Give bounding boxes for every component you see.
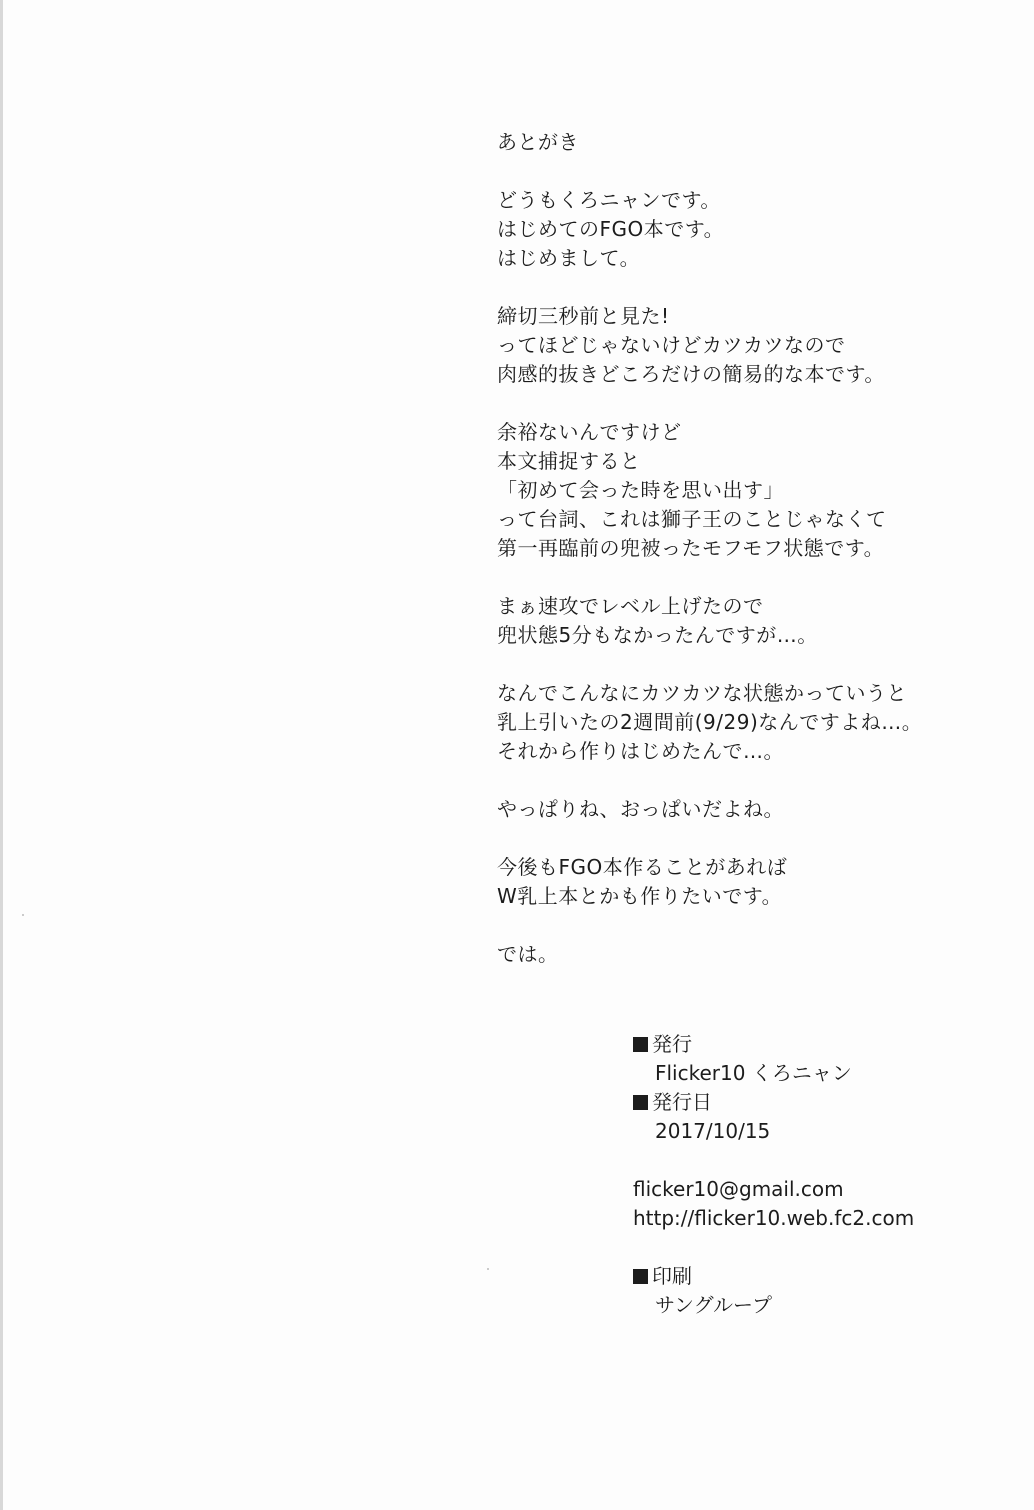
afterword-closing: では。 [497, 942, 559, 966]
publisher-value: Flicker10 くろニャン [655, 1061, 852, 1085]
afterword-line: ってほどじゃないけどカツカツなので [497, 333, 846, 357]
colophon [633, 1030, 1013, 1320]
afterword-line: 締切三秒前と見た! [497, 304, 670, 328]
publisher-label: 発行 [652, 1032, 692, 1056]
afterword-line: なんでこんなにカツカツな状態かっていうと [497, 681, 907, 705]
black-square-icon [633, 1037, 648, 1052]
afterword-line: どうもくろニャンです。 [497, 188, 721, 212]
afterword-line: 今後もFGO本作ることがあれば [497, 855, 788, 879]
afterword-line: 乳上引いたの2週間前(9/29)なんですよね…。 [497, 710, 923, 734]
printer-value: サングループ [655, 1293, 772, 1317]
paper-speck [487, 1268, 489, 1270]
publish-date-heading [633, 1088, 1013, 1117]
afterword-line: はじめてのFGO本です。 [497, 217, 725, 241]
afterword-line: 「初めて会った時を思い出す」 [497, 478, 784, 502]
afterword-line: 肉感的抜きどころだけの簡易的な本です。 [497, 362, 885, 386]
publish-date-label: 発行日 [652, 1090, 712, 1114]
publish-date-value: 2017/10/15 [655, 1119, 771, 1143]
paper-speck [22, 914, 24, 916]
page-left-edge [0, 0, 3, 1510]
afterword-line: って台詞、これは獅子王のことじゃなくて [497, 507, 887, 531]
afterword-line: W乳上本とかも作りたいです。 [497, 884, 783, 908]
afterword-line: まぁ速攻でレベル上げたので [497, 594, 764, 618]
afterword-heading: あとがき [497, 130, 579, 154]
printer-heading [633, 1262, 1013, 1291]
afterword-line: 余裕ないんですけど [497, 420, 682, 444]
black-square-icon [633, 1095, 648, 1110]
website-url: http://flicker10.web.fc2.com [633, 1206, 915, 1230]
black-square-icon [633, 1269, 648, 1284]
publisher-heading [633, 1030, 1013, 1059]
afterword-line: それから作りはじめたんで…。 [497, 739, 784, 763]
contact-email: flicker10@gmail.com [633, 1177, 844, 1201]
afterword-section [497, 128, 1017, 969]
afterword-line: やっぱりね、おっぱいだよね。 [497, 797, 784, 821]
afterword-line: はじめまして。 [497, 246, 641, 270]
afterword-line: 第一再臨前の兜被ったモフモフ状態です。 [497, 536, 885, 560]
afterword-line: 本文捕捉すると [497, 449, 641, 473]
afterword-line: 兜状態5分もなかったんですが…。 [497, 623, 818, 647]
printer-label: 印刷 [652, 1264, 692, 1288]
